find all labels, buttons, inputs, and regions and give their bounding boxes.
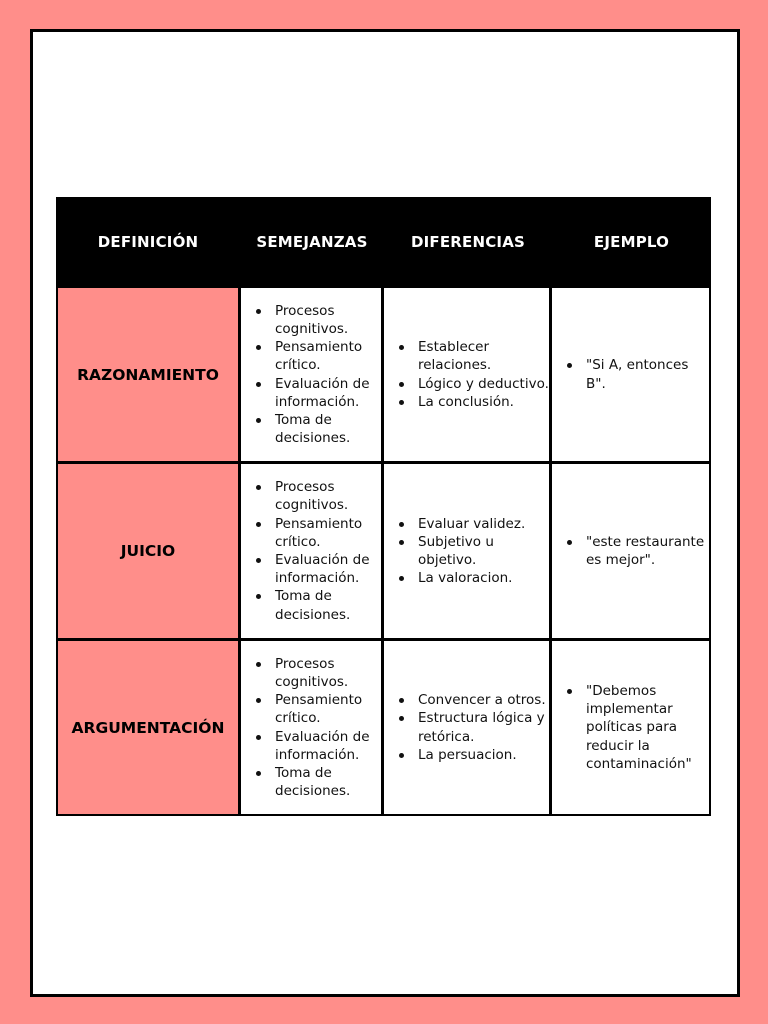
list-item: Establecer relaciones. xyxy=(418,338,549,374)
definition-cell: RAZONAMIENTO xyxy=(58,288,238,461)
ejemplo-cell xyxy=(552,641,709,814)
diferencias-cell xyxy=(384,464,549,638)
list-item: La persuacion. xyxy=(418,746,549,764)
list-item: Procesos cognitivos. xyxy=(275,302,381,338)
table-row xyxy=(56,464,711,638)
list-item: Lógico y deductivo. xyxy=(418,375,549,392)
list-item: La valoracion. xyxy=(418,569,549,587)
list-item: "este restaurante es mejor". xyxy=(586,533,709,569)
semejanzas-cell xyxy=(241,464,381,638)
ejemplo-cell xyxy=(552,288,709,461)
list-item: Toma de decisiones. xyxy=(275,587,381,623)
list-item: "Debemos implementar políticas para reducir la contaminación" xyxy=(586,682,709,773)
diferencias-list xyxy=(384,515,549,588)
definition-cell: JUICIO xyxy=(58,464,238,638)
semejanzas-list xyxy=(241,302,381,448)
header-definicion: DEFINICIÓN xyxy=(97,232,199,251)
ejemplo-list xyxy=(552,682,709,773)
table-row xyxy=(56,641,711,814)
header-diferencias: DIFERENCIAS xyxy=(410,232,526,251)
list-item: Toma de decisiones. xyxy=(275,411,381,447)
list-item: Subjetivo u objetivo. xyxy=(418,533,549,569)
list-item: Procesos cognitivos. xyxy=(275,478,381,514)
diferencias-list xyxy=(384,338,549,411)
table-row xyxy=(56,288,711,461)
list-item: La conclusión. xyxy=(418,393,549,411)
list-item: Procesos cognitivos. xyxy=(275,655,381,691)
diferencias-cell xyxy=(384,288,549,461)
list-item: Estructura lógica y retórica. xyxy=(418,709,549,745)
list-item: Pensamiento crítico. xyxy=(275,515,381,551)
semejanzas-cell xyxy=(241,641,381,814)
semejanzas-cell xyxy=(241,288,381,461)
list-item: Evaluación de información. xyxy=(275,728,381,764)
diferencias-cell xyxy=(384,641,549,814)
semejanzas-list xyxy=(241,655,381,801)
semejanzas-list xyxy=(241,478,381,624)
header-semejanzas: SEMEJANZAS xyxy=(256,232,368,251)
header-ejemplo: EJEMPLO xyxy=(593,232,670,251)
list-item: Pensamiento crítico. xyxy=(275,691,381,727)
ejemplo-list xyxy=(552,533,709,569)
list-item: Evaluación de información. xyxy=(275,375,381,411)
list-item: Toma de decisiones. xyxy=(275,764,381,800)
ejemplo-cell xyxy=(552,464,709,638)
table-header xyxy=(56,197,711,286)
list-item: "Si A, entonces B". xyxy=(586,356,709,392)
list-item: Convencer a otros. xyxy=(418,691,549,709)
diferencias-list xyxy=(384,691,549,764)
definition-cell: ARGUMENTACIÓN xyxy=(58,641,238,814)
comparison-table xyxy=(56,197,711,816)
list-item: Evaluar validez. xyxy=(418,515,549,533)
list-item: Evaluación de información. xyxy=(275,551,381,587)
ejemplo-list xyxy=(552,356,709,392)
list-item: Pensamiento crítico. xyxy=(275,338,381,374)
